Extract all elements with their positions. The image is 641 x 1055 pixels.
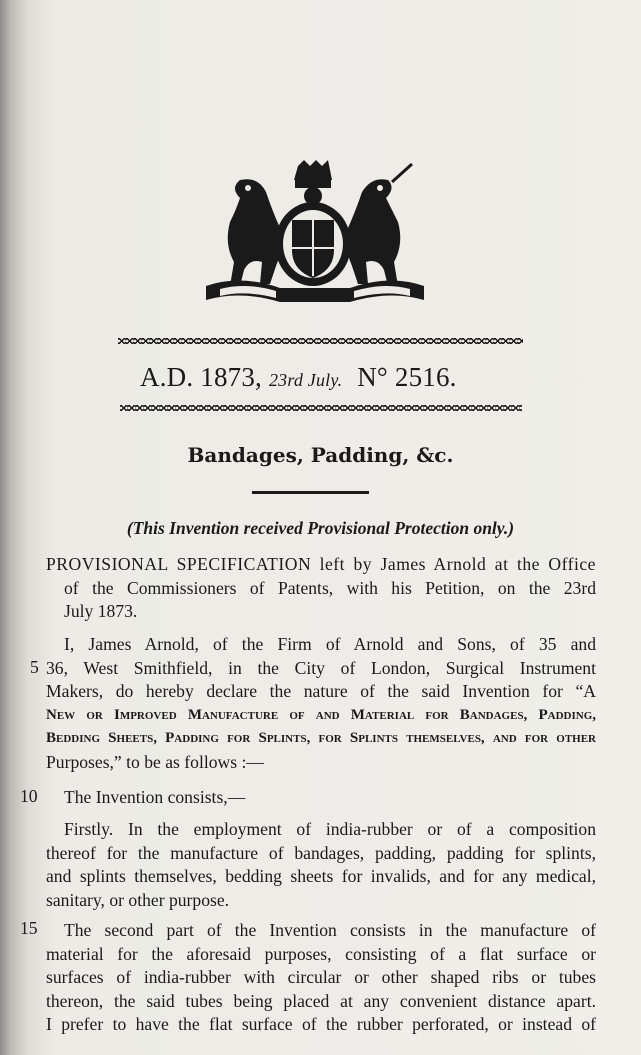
paragraph-declaration xyxy=(46,633,596,775)
text-line: thereon, the said tubes being placed at any convenient distance apart. xyxy=(46,990,596,1011)
subject-title: Bandages, Padding, &c. xyxy=(187,443,454,467)
patent-number: N° 2516. xyxy=(357,362,457,392)
text-line: Makers, do hereby declare the nature of the said Invention for “A xyxy=(46,681,596,702)
line-number: 5 xyxy=(30,657,39,677)
text-line: of the Commissioners of Patents, with his Petition, on the 23rd xyxy=(64,577,596,598)
paragraph-firstly xyxy=(46,818,596,912)
wavy-rule-bottom xyxy=(120,405,522,411)
text-line: Purposes,” to be as follows :— xyxy=(46,751,264,772)
divider xyxy=(252,491,369,494)
line-number: 10 xyxy=(20,786,38,806)
royal-coat-of-arms xyxy=(200,158,430,306)
paragraph-second-part xyxy=(46,919,596,1037)
text-line: 36, West Smithfield, in the City of London, Surgical Instrument xyxy=(46,657,596,678)
text-line: The Invention consists,— xyxy=(64,787,246,807)
line-number: 15 xyxy=(20,918,38,938)
text-line: July 1873. xyxy=(64,601,138,622)
date: 23rd July. xyxy=(268,370,343,390)
text-line: The second part of the Invention consists in the manufacture of xyxy=(64,920,596,940)
paragraph-consists xyxy=(46,786,596,810)
text-line: material for the aforesaid purposes, consisting of a flat surface or xyxy=(46,943,596,964)
text-line: sanitary, or other purpose. xyxy=(46,889,230,910)
text-line: thereof for the manufacture of bandages, padding, padding for splints, xyxy=(46,842,596,863)
text-line: I prefer to have the flat surface of the rubber perforated, or instead of xyxy=(46,1014,596,1035)
protection-note: (This Invention received Provisional Protection only.) xyxy=(126,518,515,538)
text-line: I, James Arnold, of the Firm of Arnold and Sons, of 35 and xyxy=(64,634,596,654)
year: A.D. 1873, xyxy=(140,362,262,392)
text-line: surfaces of india-rubber with circular or other shaped ribs or tubes xyxy=(46,967,596,988)
text-line: Bedding Sheets, Padding for Splints, for Splints themselves, and for other xyxy=(46,730,596,747)
document-heading xyxy=(140,362,540,393)
text-line: and splints themselves, bedding sheets for invalids, and for any medical, xyxy=(46,866,596,887)
wavy-rule-top xyxy=(118,338,523,344)
text-line: PROVISIONAL SPECIFICATION left by James Arnold at the Office xyxy=(46,554,596,574)
text-line: Firstly. In the employment of india-rubber or of a composition xyxy=(64,819,596,839)
paragraph-specification xyxy=(46,553,596,624)
text-line: New or Improved Manufacture of and Material for Bandages, Padding, xyxy=(46,706,596,723)
